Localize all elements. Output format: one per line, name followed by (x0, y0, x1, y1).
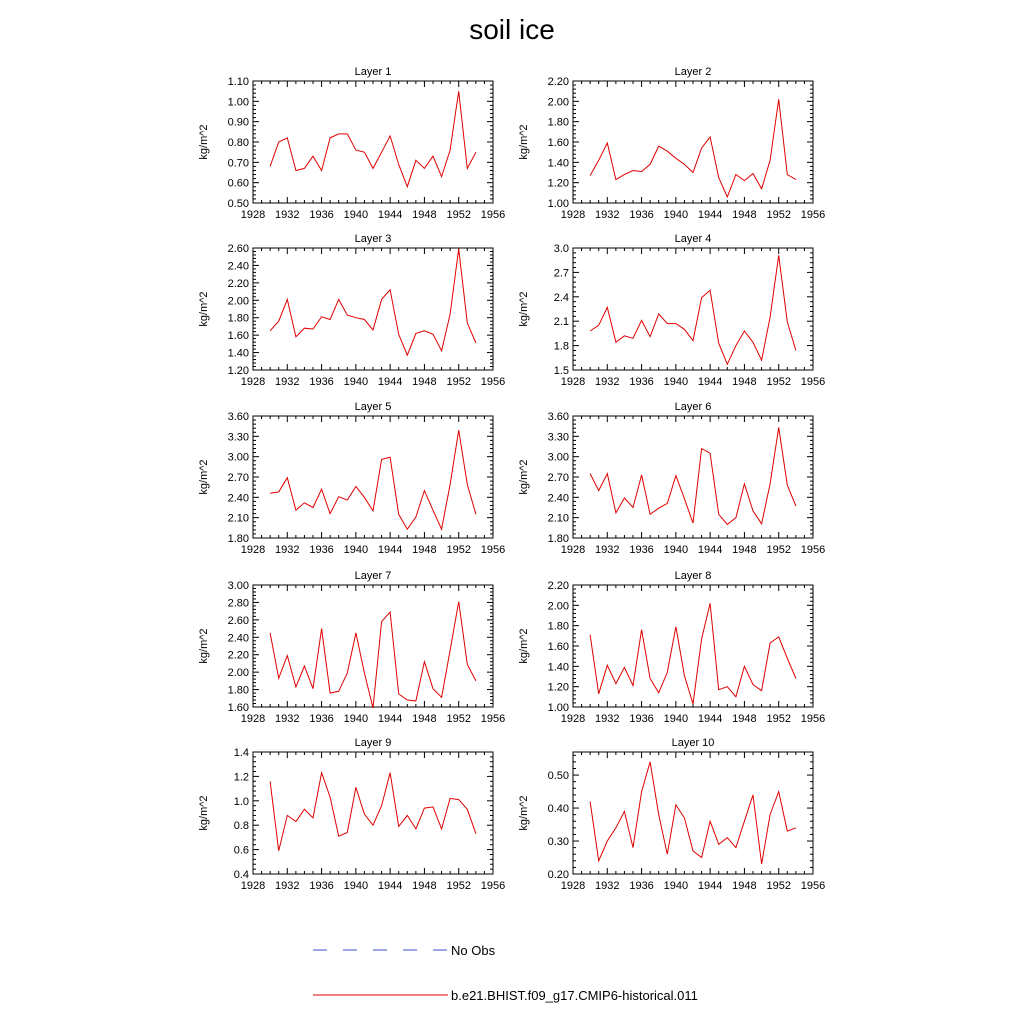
series-line (590, 762, 796, 864)
x-tick-label: 1952 (446, 376, 471, 388)
y-axis-label: kg/m^2 (198, 795, 210, 831)
plot-frame (253, 416, 493, 538)
x-tick-label: 1952 (766, 880, 791, 892)
y-tick-label: 3.30 (227, 431, 249, 444)
x-tick-label: 1940 (663, 880, 689, 892)
y-tick-label: 2.70 (227, 472, 249, 484)
panel-layer-1 (198, 66, 505, 221)
y-tick-label: 3.30 (547, 431, 569, 444)
x-tick-label: 1956 (480, 880, 506, 892)
x-tick-label: 1948 (412, 880, 437, 892)
panel-layer-5 (198, 401, 505, 556)
plot-frame (253, 752, 493, 874)
series-line (270, 249, 476, 355)
y-tick-label: 1.0 (233, 795, 249, 808)
x-tick-label: 1944 (377, 209, 403, 221)
x-tick-label: 1944 (377, 544, 403, 556)
x-tick-label: 1952 (446, 544, 471, 556)
x-tick-label: 1932 (275, 544, 300, 556)
x-tick-label: 1928 (240, 376, 266, 388)
y-tick-label: 1.40 (227, 347, 249, 360)
x-tick-label: 1932 (275, 209, 300, 221)
x-tick-label: 1944 (377, 713, 403, 725)
y-tick-label: 2.00 (547, 600, 569, 613)
panel-layer-3 (198, 233, 505, 388)
y-axis-label: kg/m^2 (198, 124, 210, 160)
x-tick-label: 1940 (343, 880, 369, 892)
x-tick-label: 1936 (629, 376, 654, 388)
y-tick-label: 1.80 (227, 533, 249, 545)
y-tick-label: 2.80 (227, 597, 249, 610)
x-tick-label: 1952 (766, 544, 791, 556)
y-axis-label: kg/m^2 (518, 459, 530, 495)
x-tick-label: 1936 (629, 544, 654, 556)
panel-layer-8 (518, 570, 825, 725)
plot-frame (253, 585, 493, 707)
x-tick-label: 1944 (377, 376, 403, 388)
x-tick-label: 1928 (560, 209, 586, 221)
series-line (590, 255, 796, 364)
x-tick-label: 1936 (629, 209, 654, 221)
panel-layer-9 (198, 737, 505, 892)
y-tick-label: 2.20 (227, 277, 249, 290)
y-tick-label: 3.60 (227, 411, 249, 423)
y-tick-label: 0.90 (227, 116, 249, 129)
y-tick-label: 0.6 (233, 844, 249, 857)
plot-frame (573, 585, 813, 707)
x-tick-label: 1956 (800, 544, 826, 556)
y-tick-label: 2.20 (547, 580, 569, 592)
x-tick-label: 1932 (595, 209, 620, 221)
x-tick-label: 1956 (800, 376, 826, 388)
y-tick-label: 0.50 (227, 198, 249, 210)
x-tick-label: 1932 (275, 880, 300, 892)
y-tick-label: 3.00 (547, 451, 569, 464)
x-tick-label: 1928 (240, 209, 266, 221)
x-tick-label: 1932 (275, 713, 300, 725)
x-tick-label: 1948 (732, 713, 757, 725)
panel-layer-6 (518, 401, 825, 556)
y-tick-label: 0.80 (227, 137, 249, 149)
y-tick-label: 1.60 (227, 702, 249, 714)
y-tick-label: 0.4 (233, 869, 249, 881)
panel-title: Layer 9 (354, 737, 392, 749)
x-tick-label: 1940 (663, 713, 689, 725)
y-tick-label: 1.40 (547, 661, 569, 674)
x-tick-label: 1948 (412, 713, 437, 725)
panel-layer-2 (518, 66, 825, 221)
y-axis-label: kg/m^2 (198, 291, 210, 327)
x-tick-label: 1944 (697, 713, 723, 725)
x-tick-label: 1944 (697, 209, 723, 221)
legend-label-no-obs: No Obs (451, 943, 496, 958)
panel-title: Layer 8 (674, 570, 712, 582)
y-tick-label: 2.40 (227, 492, 249, 505)
y-tick-label: 0.20 (547, 869, 569, 881)
y-tick-label: 1.8 (553, 340, 569, 353)
panel-layer-4 (518, 233, 825, 388)
x-tick-label: 1928 (560, 713, 586, 725)
x-tick-label: 1948 (412, 376, 437, 388)
y-axis-label: kg/m^2 (198, 459, 210, 495)
y-tick-label: 1.40 (547, 157, 569, 170)
y-tick-label: 2.70 (547, 472, 569, 484)
x-tick-label: 1940 (663, 544, 689, 556)
panel-layer-7 (198, 570, 505, 725)
series-line (590, 428, 796, 525)
y-tick-label: 1.20 (547, 681, 569, 694)
x-tick-label: 1952 (446, 713, 471, 725)
y-tick-label: 1.80 (547, 533, 569, 545)
x-tick-label: 1936 (309, 544, 334, 556)
x-tick-label: 1928 (560, 880, 586, 892)
x-tick-label: 1928 (560, 544, 586, 556)
x-tick-label: 1952 (446, 209, 471, 221)
x-tick-label: 1928 (560, 376, 586, 388)
y-tick-label: 3.00 (227, 580, 249, 592)
x-tick-label: 1952 (766, 209, 791, 221)
y-tick-label: 1.20 (227, 365, 249, 377)
panel-title: Layer 6 (674, 401, 712, 413)
y-axis-label: kg/m^2 (518, 795, 530, 831)
y-axis-label: kg/m^2 (198, 628, 210, 664)
y-tick-label: 1.00 (547, 702, 569, 714)
x-tick-label: 1928 (240, 544, 266, 556)
y-tick-label: 0.70 (227, 157, 249, 170)
chart-main-title: soil ice (469, 14, 555, 45)
y-tick-label: 1.2 (233, 771, 249, 784)
y-tick-label: 1.80 (227, 312, 249, 325)
series-line (270, 430, 476, 529)
y-tick-label: 2.00 (547, 96, 569, 109)
y-tick-label: 0.30 (547, 836, 569, 849)
x-tick-label: 1932 (275, 376, 300, 388)
x-tick-label: 1940 (343, 376, 369, 388)
x-tick-label: 1956 (480, 544, 506, 556)
x-tick-label: 1940 (343, 713, 369, 725)
x-tick-label: 1932 (595, 544, 620, 556)
x-tick-label: 1956 (800, 880, 826, 892)
y-tick-label: 2.1 (553, 316, 569, 329)
series-line (270, 773, 476, 851)
panel-title: Layer 4 (674, 233, 712, 245)
x-tick-label: 1956 (800, 713, 826, 725)
panel-title: Layer 2 (674, 66, 712, 78)
x-tick-label: 1928 (240, 880, 266, 892)
x-tick-label: 1956 (800, 209, 826, 221)
x-tick-label: 1952 (766, 376, 791, 388)
x-tick-label: 1948 (732, 209, 757, 221)
y-tick-label: 1.80 (547, 116, 569, 129)
x-tick-label: 1948 (412, 544, 437, 556)
panel-layer-10 (518, 737, 825, 892)
y-tick-label: 3.60 (547, 411, 569, 423)
y-tick-label: 2.40 (547, 492, 569, 505)
panel-title: Layer 1 (354, 66, 392, 78)
x-tick-label: 1932 (595, 880, 620, 892)
y-axis-label: kg/m^2 (518, 291, 530, 327)
y-axis-label: kg/m^2 (518, 628, 530, 664)
panel-title: Layer 5 (354, 401, 392, 413)
y-tick-label: 2.10 (547, 512, 569, 525)
y-tick-label: 2.10 (227, 512, 249, 525)
y-tick-label: 2.20 (547, 76, 569, 88)
x-tick-label: 1948 (732, 880, 757, 892)
y-axis-label: kg/m^2 (518, 124, 530, 160)
y-tick-label: 2.7 (553, 267, 569, 280)
y-tick-label: 1.60 (547, 137, 569, 149)
panel-title: Layer 7 (354, 570, 392, 582)
y-tick-label: 1.00 (227, 96, 249, 109)
panel-title: Layer 10 (671, 737, 715, 749)
y-tick-label: 1.60 (227, 330, 249, 343)
x-tick-label: 1936 (629, 713, 654, 725)
y-tick-label: 1.4 (233, 747, 249, 759)
y-tick-label: 1.80 (547, 620, 569, 633)
x-tick-label: 1932 (595, 376, 620, 388)
y-tick-label: 2.60 (227, 243, 249, 255)
x-tick-label: 1956 (480, 713, 506, 725)
x-tick-label: 1936 (309, 880, 334, 892)
x-tick-label: 1948 (732, 544, 757, 556)
x-tick-label: 1936 (309, 209, 334, 221)
panel-title: Layer 3 (354, 233, 392, 245)
y-tick-label: 2.00 (227, 295, 249, 308)
y-tick-label: 2.60 (227, 614, 249, 627)
x-tick-label: 1948 (732, 376, 757, 388)
x-tick-label: 1952 (446, 880, 471, 892)
y-tick-label: 0.40 (547, 803, 569, 816)
x-tick-label: 1936 (309, 376, 334, 388)
y-tick-label: 2.00 (227, 667, 249, 680)
y-tick-label: 2.40 (227, 632, 249, 645)
x-tick-label: 1956 (480, 209, 506, 221)
y-tick-label: 0.50 (547, 770, 569, 783)
plot-frame (573, 81, 813, 203)
x-tick-label: 1936 (309, 713, 334, 725)
x-tick-label: 1952 (766, 713, 791, 725)
y-tick-label: 2.4 (553, 291, 569, 304)
x-tick-label: 1944 (697, 880, 723, 892)
y-tick-label: 3.0 (553, 243, 569, 255)
series-line (590, 603, 796, 704)
y-tick-label: 1.00 (547, 198, 569, 210)
series-line (270, 91, 476, 187)
y-tick-label: 1.5 (553, 365, 569, 377)
y-tick-label: 1.20 (547, 177, 569, 190)
y-tick-label: 2.20 (227, 649, 249, 662)
series-line (270, 602, 476, 708)
x-tick-label: 1928 (240, 713, 266, 725)
plot-frame (253, 81, 493, 203)
y-tick-label: 0.8 (233, 820, 249, 833)
x-tick-label: 1948 (412, 209, 437, 221)
y-tick-label: 1.60 (547, 641, 569, 653)
y-tick-label: 0.60 (227, 177, 249, 190)
x-tick-label: 1940 (343, 209, 369, 221)
x-tick-label: 1956 (480, 376, 506, 388)
series-line (590, 99, 796, 197)
y-tick-label: 3.00 (227, 451, 249, 464)
plot-frame (573, 752, 813, 874)
x-tick-label: 1944 (377, 880, 403, 892)
x-tick-label: 1940 (663, 376, 689, 388)
legend-label-model: b.e21.BHIST.f09_g17.CMIP6-historical.011 (451, 988, 698, 1003)
x-tick-label: 1932 (595, 713, 620, 725)
y-tick-label: 1.10 (227, 76, 249, 88)
y-tick-label: 2.40 (227, 260, 249, 273)
x-tick-label: 1944 (697, 544, 723, 556)
y-tick-label: 1.80 (227, 684, 249, 697)
x-tick-label: 1940 (343, 544, 369, 556)
x-tick-label: 1940 (663, 209, 689, 221)
x-tick-label: 1936 (629, 880, 654, 892)
x-tick-label: 1944 (697, 376, 723, 388)
